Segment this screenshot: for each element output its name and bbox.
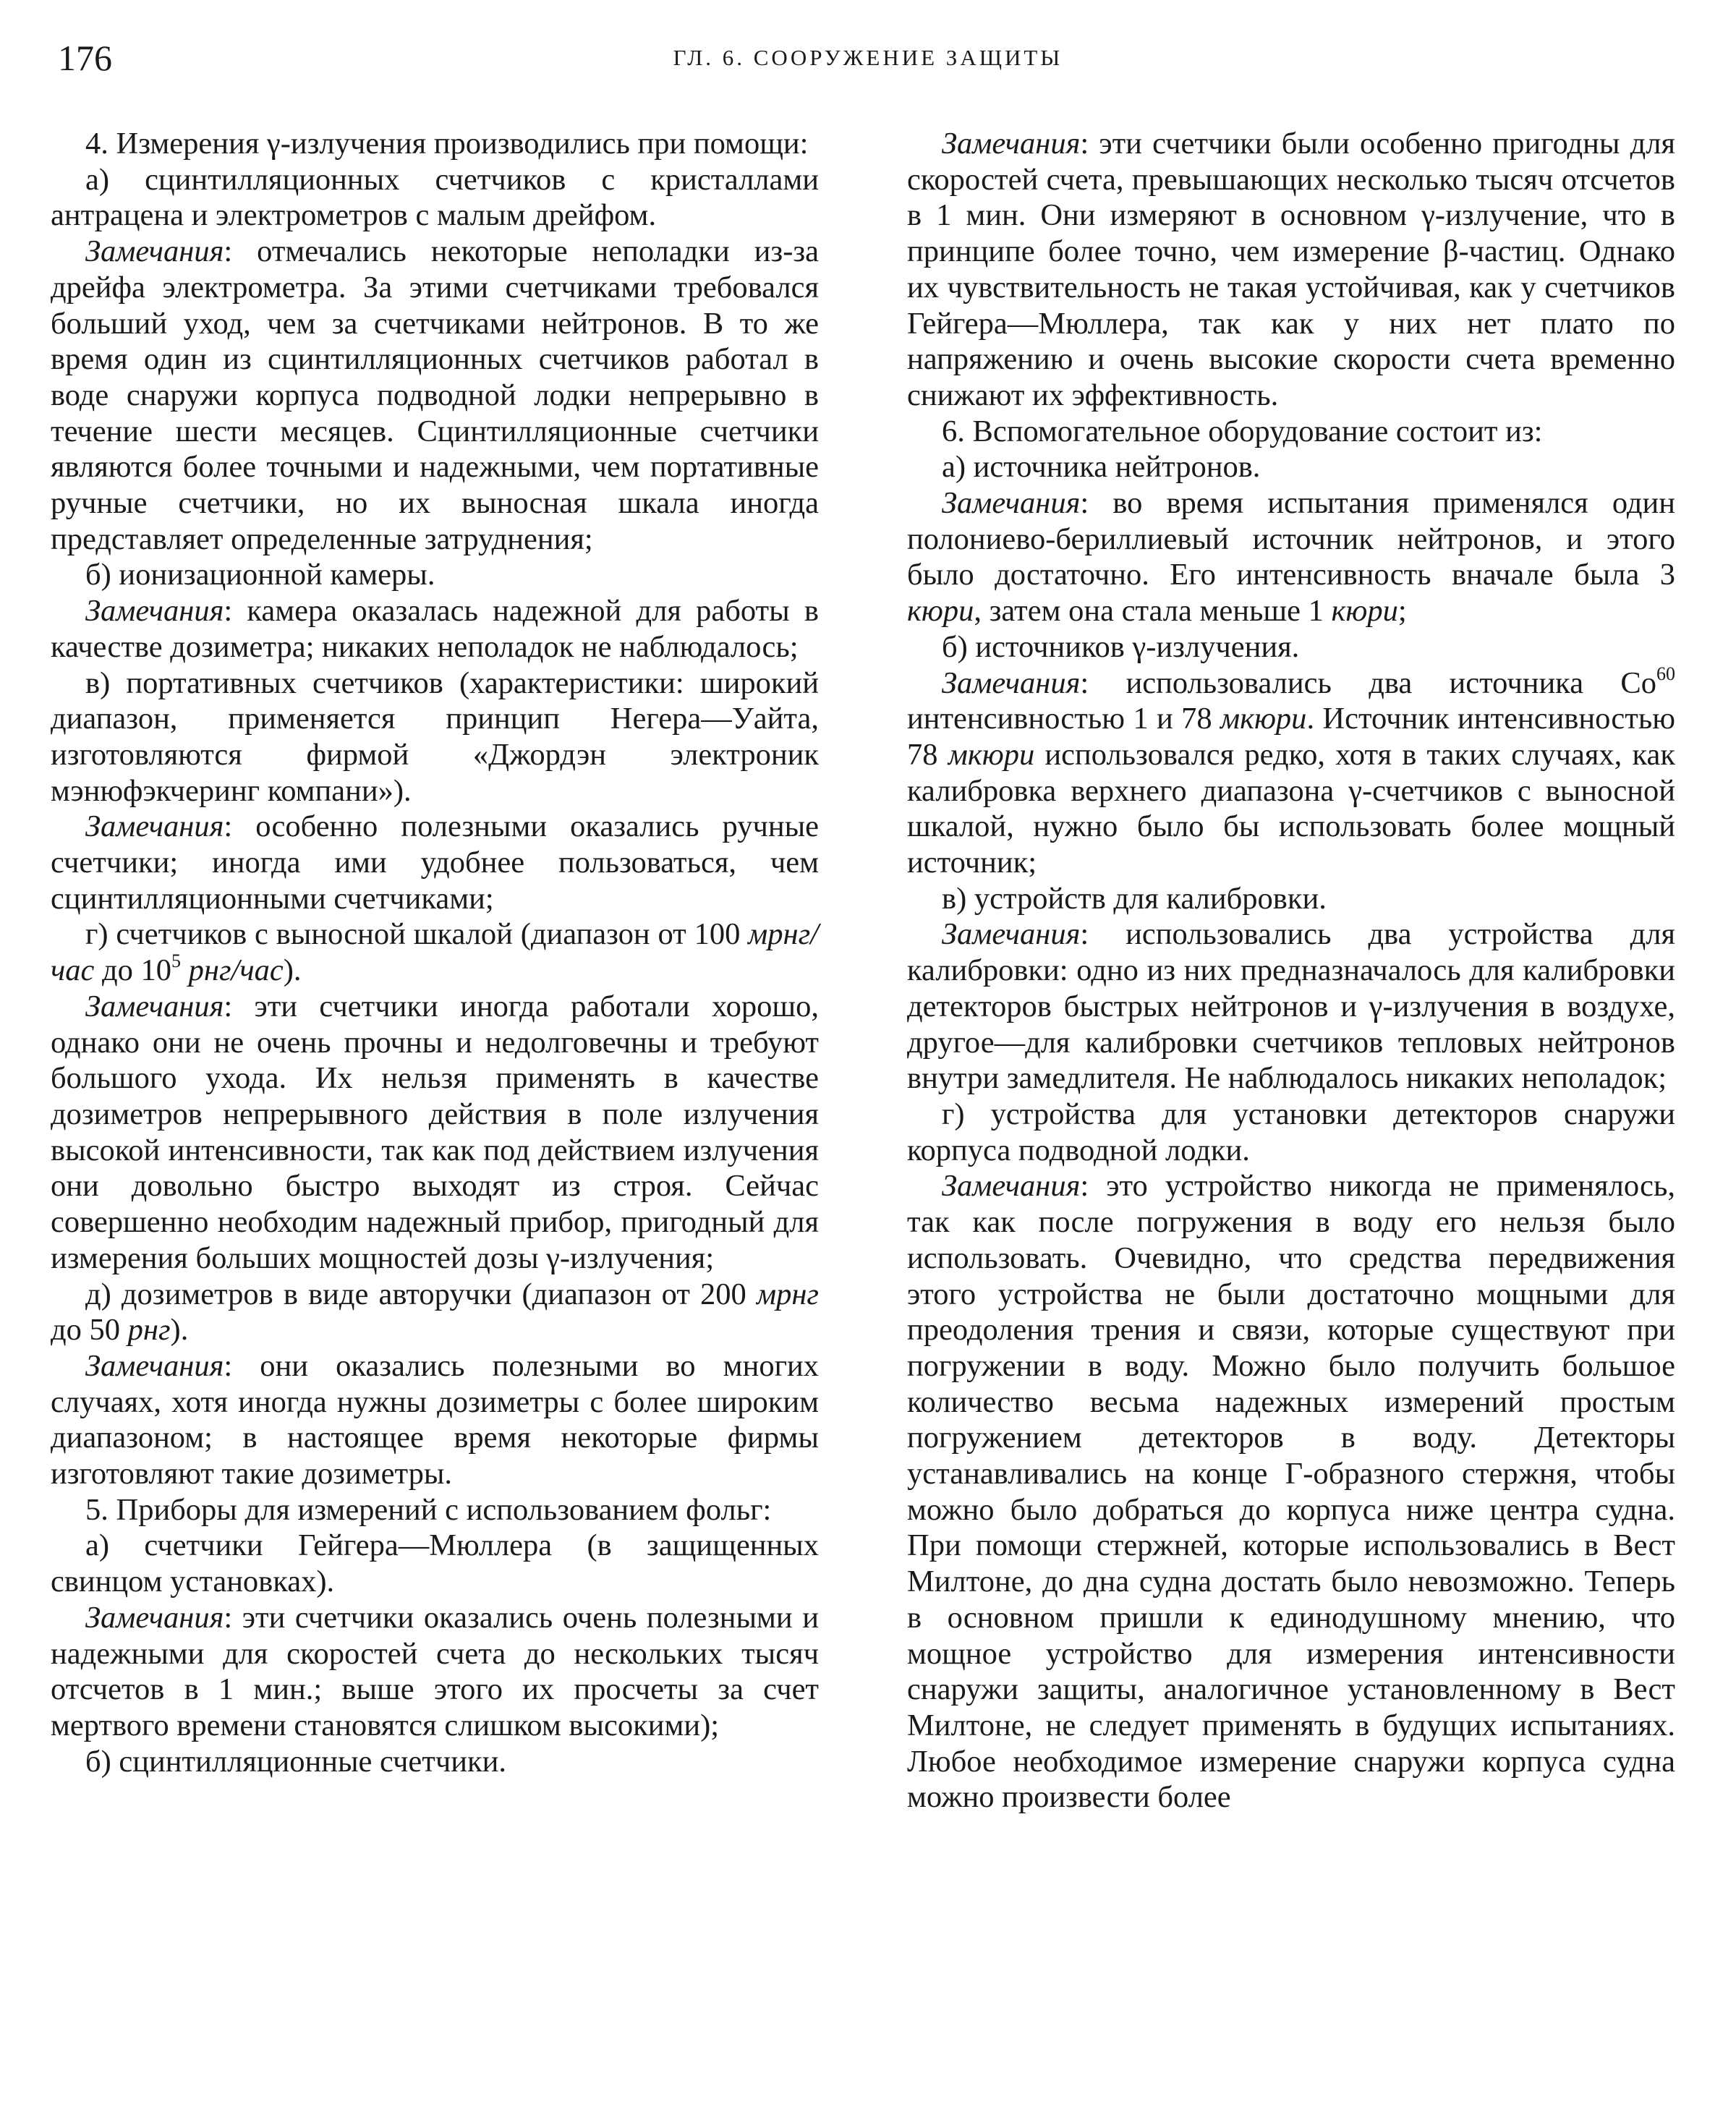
paragraph: 6. Вспомогательное оборудование состоит из: [942, 414, 1543, 448]
remark-paragraph [907, 916, 1675, 1097]
unit: рнг [127, 1313, 171, 1348]
unit: кюри [1331, 594, 1398, 629]
text-fragment: ). [283, 953, 302, 988]
remark-paragraph [51, 593, 819, 665]
remark-label: Замечания [942, 127, 1081, 161]
remark-paragraph [51, 1600, 819, 1744]
text-fragment: ; [1397, 594, 1407, 629]
superscript: 5 [171, 950, 182, 972]
remark-text: : во время испытания применялся один полониево-бериллиевый источник нейтронов, и этого было достаточно. Его интенсивность вначале была 3 [907, 486, 1675, 592]
remark-text: : эти счетчики оказались очень полезными и надежными для скоростей счета до нескольких тысяч отсчетов в 1 мин.; выше этого их просчеты за счет мертвого времени становятся слишком высокими); [51, 1600, 819, 1742]
text-fragment: до 50 [51, 1313, 128, 1348]
unit: мрнг [756, 1277, 819, 1311]
remark-text: : это устройство никогда не применялось, так как после погружения в воду его нельзя было использовать. Очевидно, что средства передвижения этого устройства не были достаточно мощными для преодоления трения и связи, которые существуют при погружении в воду. Можно было получить большое количество весьма надежных измерений простым погружением детекторов в воду. Детекторы устанавливались на конце Г-образного стержня, чтобы можно было добраться до корпуса ниже центра судна. При помощи стержней, которые использовались в Вест Милтоне, до дна судна достать было невозможно. Теперь в основном пришли к единодушному мнению, что мощное устройство для измерения интенсивности снаружи защиты, аналогичное установленному в Вест Милтоне, не следует применять в будущих испытаниях. Любое необходимое измерение снаружи корпуса судна можно произвести более [907, 1169, 1675, 1815]
paragraph: б) сцинтилляционные счетчики. [85, 1744, 507, 1779]
remark-label: Замечания [942, 917, 1081, 952]
text-fragment: д) дозиметров в виде авторучки (диапазон от 200 [85, 1277, 757, 1311]
text-fragment: г) счетчиков с выносной шкалой (диапазон от 100 [85, 917, 749, 952]
right-column [907, 126, 1675, 1816]
text-fragment [181, 953, 189, 987]
remark-text: : особенно полезными оказались ручные счетчики; иногда ими удобнее пользоваться, чем сцинтилляционными счетчиками; [51, 809, 819, 916]
superscript: 60 [1656, 663, 1675, 684]
remark-label: Замечания [85, 809, 224, 844]
paragraph: 5. Приборы для измерений с использованием фольг: [85, 1492, 772, 1527]
unit: кюри [907, 594, 974, 629]
paragraph: б) источников γ-излучения. [942, 629, 1300, 664]
text-fragment: до 10 [94, 953, 172, 988]
text-fragment: . Источник интенсивностью 78 [907, 702, 1675, 772]
remark-paragraph [907, 126, 1675, 414]
page-number: 176 [58, 38, 112, 78]
remark-paragraph [51, 1348, 819, 1492]
paragraph: в) устройств для калибровки. [942, 881, 1327, 916]
paragraph: а) источника нейтронов. [942, 450, 1261, 485]
remark-text: : эти счетчики иногда работали хорошо, однако они не очень прочны и недолговечны и требуют большого ухода. Их нельзя применять в качестве дозиметров непрерывного действия в поле излучения высокой интенсивности, так как под действием излучения они довольно быстро выходят из строя. Сейчас совершенно необходим надежный прибор, пригодный для измерения больших мощностей дозы γ-излучения; [51, 989, 819, 1275]
remark-text: : камера оказалась надежной для работы в качестве дозиметра; никаких неполадок не наблюдалось; [51, 594, 819, 664]
unit: мрнг/час [51, 917, 819, 988]
paragraph: в) портативных счетчиков (характеристики: широкий диапазон, применяется принцип Негера—Уайта, изготовляются фирмой «Джордэн электроник мэнюфэкчеринг компани»). [51, 665, 819, 808]
remark-paragraph [907, 1168, 1675, 1816]
remark-label: Замечания [942, 1169, 1081, 1204]
remark-label: Замечания [85, 594, 224, 629]
remark-paragraph [51, 234, 819, 557]
remark-label: Замечания [942, 486, 1081, 521]
remark-paragraph [51, 809, 819, 916]
text-fragment: , затем она стала меньше 1 [974, 594, 1332, 629]
paragraph: б) ионизационной камеры. [85, 558, 435, 592]
left-column [51, 126, 819, 1779]
paragraph [51, 916, 819, 988]
paragraph: а) счетчики Гейгера—Мюллера (в защищенных свинцом установках). [51, 1528, 819, 1599]
remark-label: Замечания [85, 989, 224, 1023]
remark-text: : отмечались некоторые неполадки из-за дрейфа электрометра. За этими счетчиками требовался больший уход, чем за счетчиками нейтронов. В то же время один из сцинтилляционных счетчиков работал в воде снаружи корпуса подводной лодки непрерывно в течение шести месяцев. Сцинтилляционные счетчики являются более точными и надежными, чем портативные ручные счетчики, но их выносная шкала иногда представляет определенные затруднения; [51, 234, 819, 556]
remark-text: : использовались два источника Co [1080, 665, 1656, 700]
remark-label: Замечания [85, 1348, 224, 1383]
paragraph: 4. Измерения γ-излучения производились при помощи: [85, 127, 809, 161]
text-fragment: использовался редко, хотя в таких случаях, как калибровка верхнего диапазона γ-счетчиков с выносной шкалой, нужно было бы использовать более мощный источник; [907, 737, 1676, 880]
remark-paragraph [51, 989, 819, 1277]
unit: мкюри [948, 737, 1035, 772]
remark-text: : они оказались полезными во многих случаях, хотя иногда нужны дозиметры с более широким диапазоном; в настоящее время некоторые фирмы изготовляют такие дозиметры. [51, 1348, 819, 1491]
remark-paragraph [907, 485, 1675, 629]
text-fragment: интенсивностью 1 и 78 [907, 702, 1220, 736]
remark-text: : использовались два устройства для калибровки: одно из них предназначалось для калибровки детекторов быстрых нейтронов и γ-излучения в воздухе, другое—для калибровки счетчиков тепловых нейтронов внутри замедлителя. Не наблюдалось никаких неполадок; [907, 917, 1675, 1096]
remark-text: : эти счетчики были особенно пригодны для скоростей счета, превышающих несколько тысяч отсчетов в 1 мин. Они измеряют в основном γ-излучение, что в принципе более точно, чем измерение β-частиц. Однако их чувствительность не такая устойчивая, как у счетчиков Гейгера—Мюллера, так как у них нет плато по напряжению и очень высокие скорости счета временно снижают их эффективность. [907, 127, 1675, 412]
paragraph [51, 1277, 819, 1348]
remark-label: Замечания [942, 665, 1081, 700]
remark-label: Замечания [85, 234, 224, 269]
text-fragment: ). [170, 1313, 189, 1348]
remark-label: Замечания [85, 1600, 224, 1635]
paragraph: г) устройства для установки детекторов снаружи корпуса подводной лодки. [907, 1097, 1675, 1167]
remark-paragraph [907, 665, 1675, 881]
running-head: ГЛ. 6. СООРУЖЕНИЕ ЗАЩИТЫ [673, 45, 1063, 70]
paragraph: а) сцинтилляционных счетчиков с кристаллами антрацена и электрометров с малым дрейфом. [51, 162, 819, 233]
unit: рнг/час [188, 953, 284, 988]
unit: мкюри [1220, 702, 1307, 736]
